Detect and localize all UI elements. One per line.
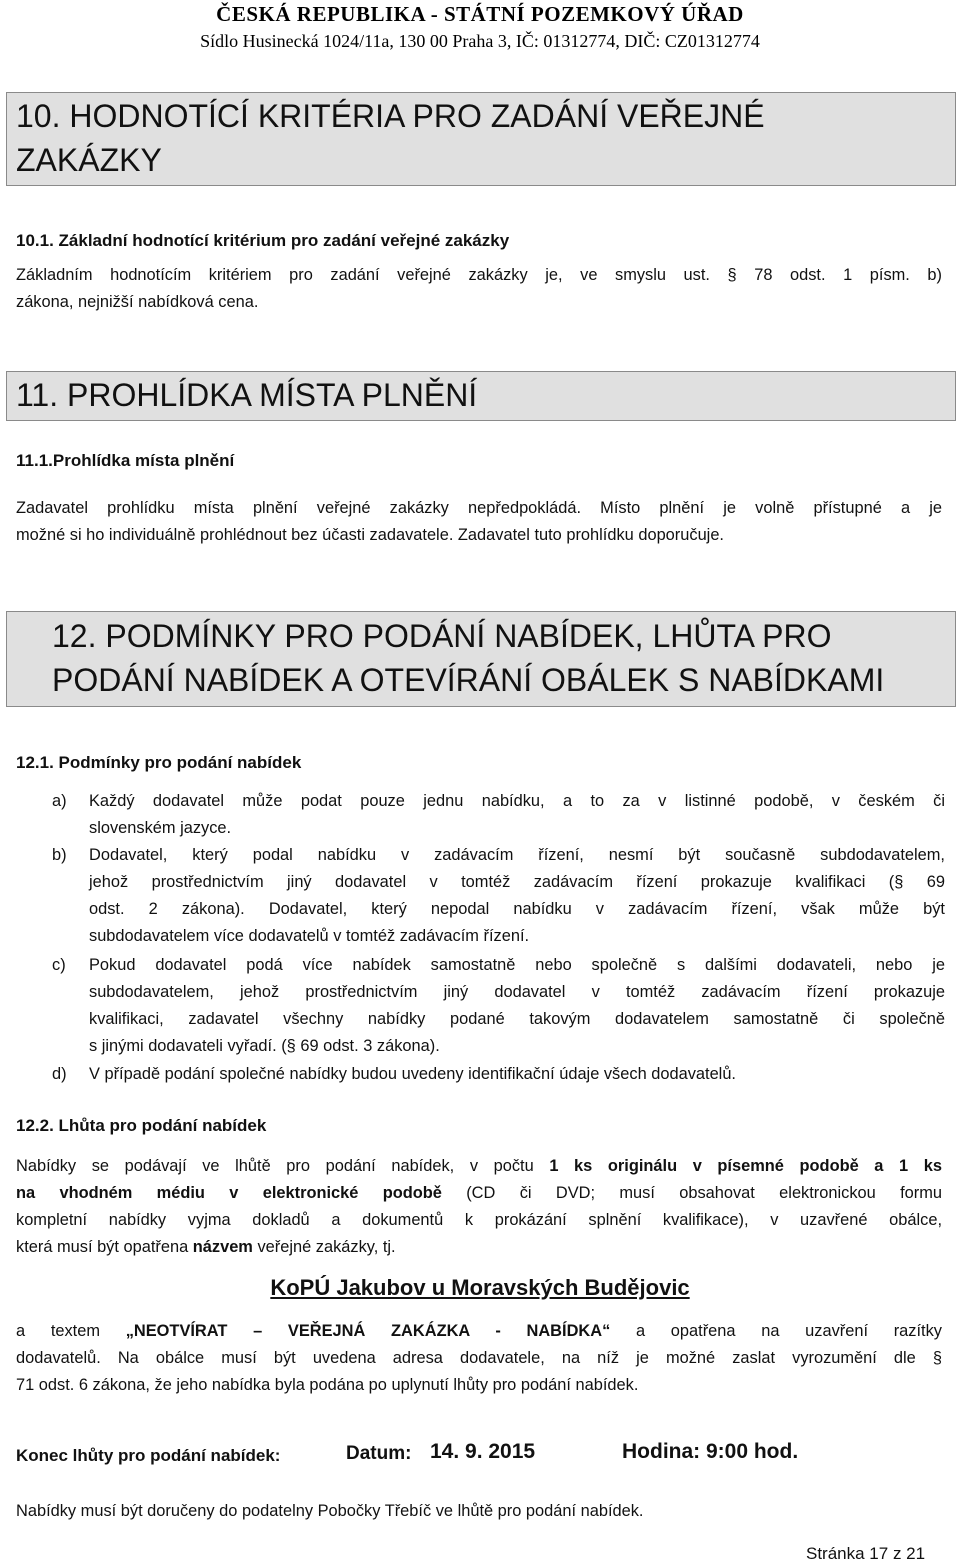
section-11-title: 11. PROHLÍDKA MÍSTA PLNĚNÍ xyxy=(16,377,478,413)
section-10-para-line2: zákona, nejnižší nabídková cena. xyxy=(16,293,259,311)
list-item-line: slovenském jazyce. xyxy=(89,819,232,837)
section-11-para-line2: možné si ho individuálně prohlédnout bez účasti zadavatele. Zadavatel tuto prohlídku doporučuje. xyxy=(16,526,724,544)
section-10-title-line1: 10. HODNOTÍCÍ KRITÉRIA PRO ZADÁNÍ VEŘEJNÉ xyxy=(16,98,765,134)
section-10-1-title: 10.1. Základní hodnotící kritérium pro zadání veřejné zakázky xyxy=(16,231,510,250)
office-name: ČESKÁ REPUBLIKA - STÁTNÍ POZEMKOVÝ ÚŘAD xyxy=(216,2,744,26)
list-item-line: kvalifikaci, zadavatel všechny nabídky podané takovým dodavatelem samostatně či společně xyxy=(89,1010,945,1028)
envelope-para-line3: 71 odst. 6 zákona, že jeho nabídka byla podána po uplynutí lhůty pro podání nabídek. xyxy=(16,1376,639,1394)
list-item-line: V případě podání společné nabídky budou uvedeny identifikační údaje všech dodavatelů. xyxy=(89,1065,736,1083)
list-item-line: odst. 2 zákona). Dodavatel, který nepodal nabídku v zadávacím řízení, však může být xyxy=(89,900,945,918)
envelope-para-line1: a textem „NEOTVÍRAT – VEŘEJNÁ ZAKÁZKA - NABÍDKA“ a opatřena na uzavření razítky xyxy=(16,1322,942,1340)
deadline-date: 14. 9. 2015 xyxy=(430,1440,536,1463)
list-item-line: Každý dodavatel může podat pouze jednu nabídku, a to za v listinné podobě, v českém či xyxy=(89,792,945,810)
deadline-para-line1: Nabídky se podávají ve lhůtě pro podání nabídek, v počtu 1 ks originálu v písemné podobě a 1 ks xyxy=(16,1157,942,1175)
deadline-para-line4: která musí být opatřena názvem veřejné zakázky, tj. xyxy=(16,1238,396,1256)
list-item-label: c) xyxy=(52,956,66,974)
list-item-line: Pokud dodavatel podá více nabídek samostatně nebo společně s dalšími dodavateli, nebo je xyxy=(89,956,945,974)
project-name: KoPÚ Jakubov u Moravských Budějovic xyxy=(270,1275,690,1300)
section-12-1-title: 12.1. Podmínky pro podání nabídek xyxy=(16,753,302,772)
section-11-para-line1: Zadavatel prohlídku místa plnění veřejné zakázky nepředpokládá. Místo plnění je volně přístupné a je xyxy=(16,499,942,517)
list-item-line: Dodavatel, který podal nabídku v zadávacím řízení, nesmí být současně subdodavatelem, xyxy=(89,846,945,864)
deadline-para-line2: na vhodném médiu v elektronické podobě (CD či DVD; musí obsahovat elektronickou formu xyxy=(16,1184,942,1202)
section-10-title-line2: ZAKÁZKY xyxy=(16,142,162,178)
list-item-line: subdodavatelem, jehož prostřednictvím jiný dodavatel v tomtéž zadávacím řízení prokazuje xyxy=(89,983,945,1001)
office-address: Sídlo Husinecká 1024/11a, 130 00 Praha 3, IČ: 01312774, DIČ: CZ01312774 xyxy=(200,31,760,51)
list-item-line: jehož prostřednictvím jiný dodavatel v tomtéž zadávacím řízení prokazuje kvalifikaci (§ 69 xyxy=(89,873,945,891)
envelope-para-line2: dodavatelů. Na obálce musí být uvedena adresa dodavatele, na níž je možné zaslat vyrozumění dle § xyxy=(16,1349,942,1367)
list-item-label: b) xyxy=(52,846,67,864)
deadline-label: Konec lhůty pro podání nabídek: xyxy=(16,1446,281,1465)
page-number: Stránka 17 z 21 xyxy=(806,1544,926,1563)
section-10-para-line1: Základním hodnotícím kritériem pro zadání veřejné zakázky je, ve smyslu ust. § 78 odst. 1 písm. b) xyxy=(16,266,942,284)
section-12-title-line2: PODÁNÍ NABÍDEK A OTEVÍRÁNÍ OBÁLEK S NABÍDKAMI xyxy=(52,662,885,698)
list-item-label: a) xyxy=(52,792,67,810)
section-12-title-line1: 12. PODMÍNKY PRO PODÁNÍ NABÍDEK, LHŮTA PRO xyxy=(52,618,832,654)
deadline-time: Hodina: 9:00 hod. xyxy=(622,1440,799,1463)
deadline-para-line3: kompletní nabídky vyjma dokladů a dokumentů k prokázání splnění kvalifikace), v uzavřené obálce, xyxy=(16,1211,942,1229)
section-12-2-title: 12.2. Lhůta pro podání nabídek xyxy=(16,1116,267,1135)
deadline-date-label: Datum: xyxy=(346,1443,412,1464)
list-item-line: s jinými dodavateli vyřadí. (§ 69 odst. 3 zákona). xyxy=(89,1037,440,1055)
list-item-label: d) xyxy=(52,1065,67,1083)
list-item-line: subdodavatelem více dodavatelů v tomtéž zadávacím řízení. xyxy=(89,927,530,945)
delivery-note: Nabídky musí být doručeny do podatelny Pobočky Třebíč ve lhůtě pro podání nabídek. xyxy=(16,1502,644,1520)
section-11-1-title: 11.1.Prohlídka místa plnění xyxy=(16,451,235,470)
